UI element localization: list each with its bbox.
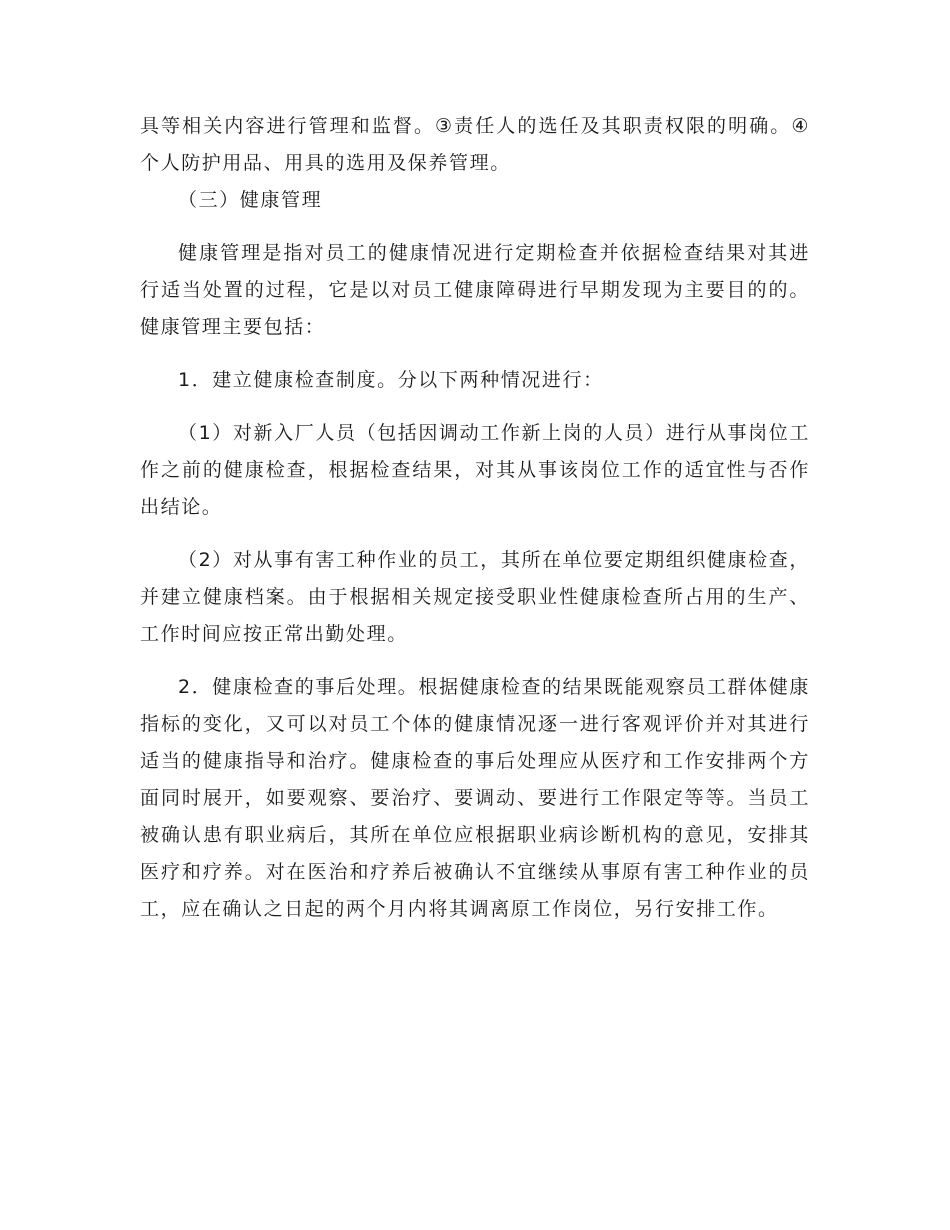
paragraph-health-management-definition: 健康管理是指对员工的健康情况进行定期检查并依据检查结果对其进行适当处置的过程，它是以对员工健康障碍进行早期发现为主要目的的。健康管理主要包括： xyxy=(140,242,810,338)
paragraph-item-1-sub-1: （1）对新入厂人员（包括因调动工作新上岗的人员）进行从事岗位工作之前的健康检查，根据检查结果，对其从事该岗位工作的适宜性与否作出结论。 xyxy=(140,422,810,518)
paragraph-item-2: 2．健康检查的事后处理。根据健康检查的结果既能观察员工群体健康指标的变化，又可以对员工个体的健康情况逐一进行客观评价并对其进行适当的健康指导和治疗。健康检查的事后处理应从医疗和工作安排两个方面同时展开，如要观察、要治疗、要调动、要进行工作限定等等。当员工被确认患有职业病后，其所在单位应根据职业病诊断机构的意见，安排其医疗和疗养。对在医治和疗养后被确认不宜继续从事原有害工种作业的员工，应在确认之日起的两个月内将其调离原工作岗位，另行安排工作。 xyxy=(140,676,810,920)
paragraph-continuation: 具等相关内容进行管理和监督。③责任人的选任及其职责权限的明确。④个人防护用品、用具的选用及保养管理。 xyxy=(140,115,810,174)
document-body xyxy=(140,108,810,928)
paragraph-item-1: 1．建立健康检查制度。分以下两种情况进行： xyxy=(178,369,604,391)
paragraph-item-1-sub-2: （2）对从事有害工种作业的员工，其所在单位要定期组织健康检查，并建立健康档案。由于根据相关规定接受职业性健康检查所占用的生产、工作时间应按正常出勤处理。 xyxy=(140,549,810,645)
section-heading-health-management: （三）健康管理 xyxy=(178,189,323,211)
